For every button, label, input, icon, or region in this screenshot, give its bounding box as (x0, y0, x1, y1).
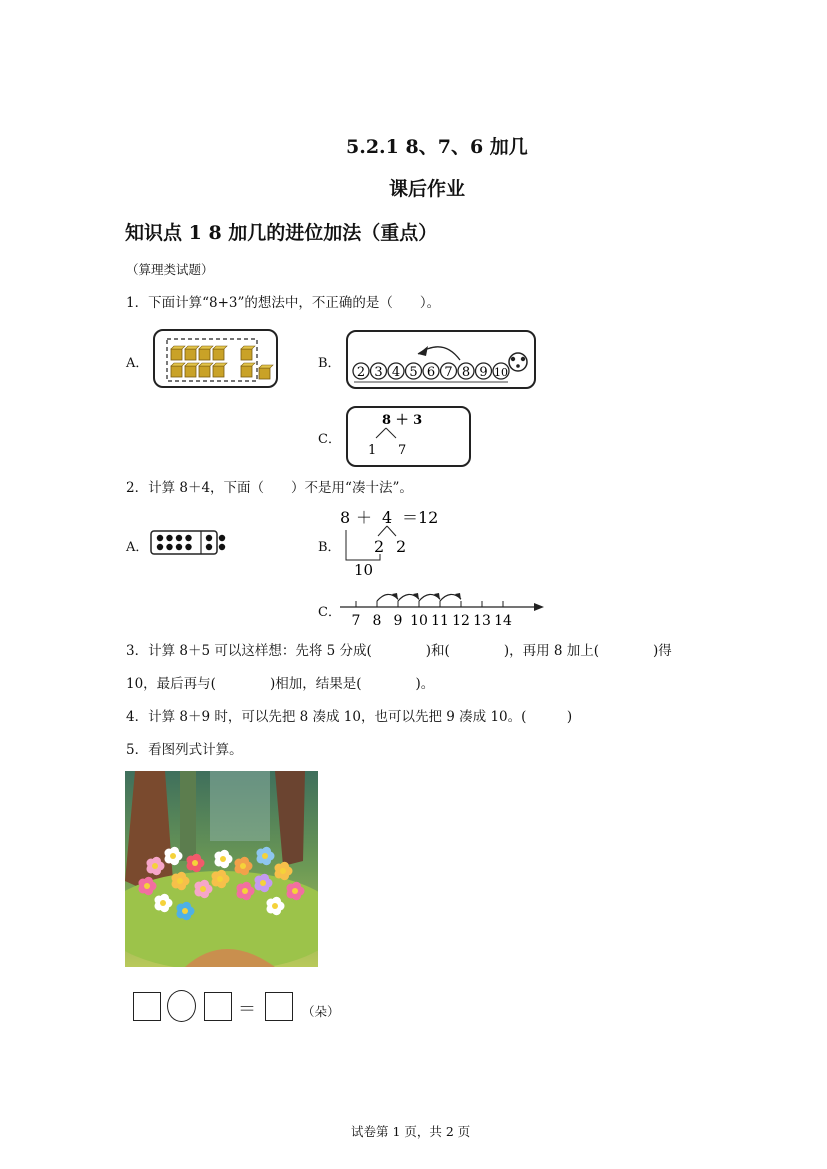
question-5: 5．看图列式计算。 (126, 742, 243, 758)
page-title: 5.2.1 8、7、6 加几 (346, 136, 528, 158)
arrow-head-icon (413, 593, 419, 600)
dot (166, 544, 172, 550)
tick-label: 13 (473, 613, 491, 629)
page-footer: 试卷第 1 页，共 2 页 (351, 1124, 471, 1139)
cube-icon (185, 363, 199, 377)
number-circle-label: 5 (409, 365, 418, 380)
equals-sign: ＝ (238, 999, 256, 1020)
tick-label: 8 (372, 613, 382, 629)
cube-icon (185, 346, 199, 360)
cube-icon (171, 363, 185, 377)
number-circle (353, 363, 369, 380)
number-circle (423, 363, 439, 380)
c-split-right: 7 (398, 443, 407, 458)
answer-box-3[interactable] (265, 992, 293, 1021)
arrow-head-icon (434, 593, 440, 600)
q1-option-c-figure (346, 406, 471, 467)
cubes-figure (155, 331, 276, 386)
unit-label: （朵） (302, 1004, 340, 1019)
dot (157, 535, 163, 541)
q1-option-a-label: A． (126, 356, 149, 371)
dot (176, 544, 182, 550)
number-circle-label: 7 (444, 365, 453, 380)
section-heading: 知识点 1 8 加几的进位加法（重点） (125, 222, 438, 244)
q2-option-c-label: C． (318, 605, 341, 620)
q1-option-b-figure (346, 330, 536, 389)
cube-icon (259, 365, 273, 379)
number-circle-label: 4 (391, 365, 401, 380)
cube-icon (213, 346, 227, 360)
q1-option-a-figure (153, 329, 278, 388)
split-figure (348, 408, 469, 465)
cube-icon (199, 363, 213, 377)
number-line (338, 583, 548, 629)
number-circle (493, 363, 509, 379)
b-expr-result: ＝12 (402, 508, 439, 527)
b-expr-8: 8 (340, 508, 351, 527)
question-3-line-1: 3．计算 8＋5 可以这样想：先将 5 分成( )和( )，再用 8 加上( )得 (126, 643, 672, 659)
b-split-right: 2 (396, 537, 407, 556)
number-circle-label: 10 (494, 366, 508, 379)
tick-label: 10 (410, 613, 428, 629)
number-circle-label: 8 (461, 365, 471, 380)
q2-option-b-figure (338, 506, 448, 582)
answer-box-2[interactable] (204, 992, 232, 1021)
number-circle (458, 363, 474, 380)
tick-label: 7 (351, 613, 361, 629)
tick-label: 9 (393, 613, 403, 629)
q2-option-b-label: B． (318, 540, 341, 555)
number-circle (371, 363, 387, 380)
dot (219, 544, 225, 550)
cube-icon (241, 346, 255, 360)
category-label: （算理类试题） (126, 262, 214, 277)
c-split-left: 1 (368, 443, 377, 458)
operator-circle[interactable] (167, 990, 196, 1022)
panda-icon (509, 353, 527, 371)
tick-label: 14 (494, 613, 512, 629)
b-split-left: 2 (374, 537, 385, 556)
q1-option-b-label: B． (318, 356, 341, 371)
dot (185, 535, 191, 541)
arrow-head-icon (392, 593, 398, 600)
q2-option-c-figure (338, 583, 548, 633)
question-4: 4．计算 8＋9 时，可以先把 8 凑成 10，也可以先把 9 凑成 10。( ) (126, 709, 573, 725)
number-circle-label: 9 (479, 365, 488, 380)
b-expr-plus: ＋ (356, 508, 373, 527)
number-circle (388, 363, 404, 380)
arrow-head-icon (418, 346, 428, 356)
dot (176, 535, 182, 541)
b-ten: 10 (354, 561, 374, 578)
q1-option-c-label: C． (318, 432, 341, 447)
cube-icon (213, 363, 227, 377)
number-circle (441, 363, 457, 380)
dot (206, 544, 212, 550)
c-expr: 8 ＋ 3 (382, 413, 423, 428)
dot (157, 544, 163, 550)
page-subtitle: 课后作业 (389, 178, 466, 200)
arrow-right-icon (534, 603, 544, 611)
flowers-picture (125, 771, 318, 967)
arrow-head-icon (455, 593, 461, 600)
answer-box-1[interactable] (133, 992, 161, 1021)
number-circle-label: 3 (374, 365, 383, 380)
q2-option-a-label: A． (126, 540, 149, 555)
question-2: 2．计算 8＋4，下面（ ）不是用“凑十法”。 (126, 480, 413, 496)
b-expr-4: 4 (382, 508, 393, 527)
number-circle-label: 2 (356, 365, 366, 380)
dot (206, 535, 212, 541)
q2-option-a-figure (150, 530, 230, 560)
cube-icon (171, 346, 185, 360)
number-circles-figure (348, 332, 534, 387)
dot (185, 544, 191, 550)
dot (219, 535, 225, 541)
question-1: 1．下面计算“8+3”的想法中，不正确的是（ ）。 (126, 295, 441, 311)
question-3-line-2: 10，最后再与( )相加，结果是( )。 (126, 676, 435, 692)
number-circle (406, 363, 422, 380)
tick-label: 11 (431, 613, 449, 629)
cube-icon (199, 346, 213, 360)
number-circle (476, 363, 492, 380)
number-circle-label: 6 (426, 365, 436, 380)
tick-label: 12 (452, 613, 470, 629)
dot (166, 535, 172, 541)
cube-icon (241, 363, 255, 377)
